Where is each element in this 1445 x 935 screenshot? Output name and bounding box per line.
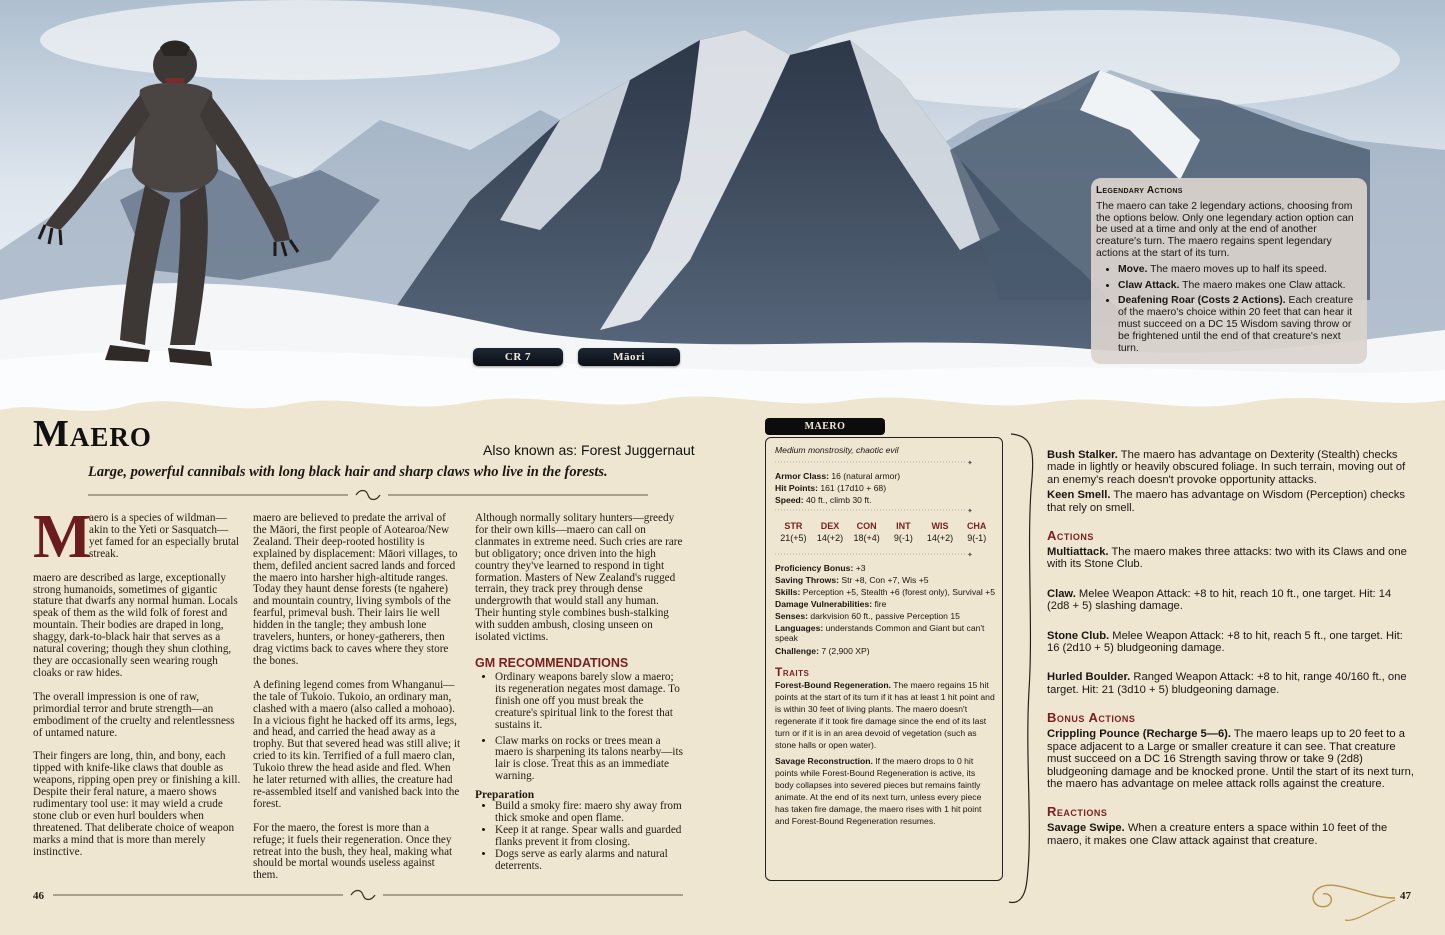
- ability-int: [885, 520, 922, 544]
- paragraph: Their fingers are long, thin, and bony, each tipped with knife-like claws that double as weapons, ripping open prey or finishing a kill. Despite their feral nature, a maero shows rudimentary tool use: it may wield a crude stone club or even hurl boulders when threatened. That deliberate choice of weapon marks a mind that is more than merely instinctive.: [33, 750, 241, 858]
- statblock: [765, 437, 1003, 881]
- bonus-actions-heading: Bonus Actions: [1047, 710, 1136, 726]
- value: 7 (2,900 XP): [818, 646, 870, 656]
- action-text: Ranged Weapon Attack: +8 to hit, range 40/160 ft., one target. Hit: 21 (3d10 + 5) bludgeoning damage.: [1047, 671, 1407, 696]
- ability-value: 9(-1): [893, 533, 913, 543]
- ability-value: 21(+5): [780, 533, 807, 543]
- label: Hit Points:: [775, 483, 818, 493]
- hit-points-line: [775, 482, 1002, 494]
- gm-recommendations-list: [475, 672, 683, 783]
- ability-name: INT: [896, 521, 911, 531]
- svg-text:✦: ✦: [967, 508, 973, 514]
- action-multiattack: [1047, 546, 1415, 571]
- divider-flourish: [88, 488, 648, 502]
- saving-throws-line: [775, 574, 1002, 586]
- list-item: • Keep it at range. Spear walls and guarded flanks prevent it from closing.: [495, 825, 683, 849]
- trait-keen-smell: [1047, 489, 1415, 514]
- action-text: The maero makes three attacks: two with its Claws and one with its Stone Club.: [1047, 546, 1407, 571]
- trait-text: The maero has advantage on Dexterity (Stealth) checks made in lightly or heavily obscured foliage. In such terrain, moving out of an enemy's reach doesn't provoke opportunity attacks.: [1047, 449, 1406, 486]
- list-item: • Dogs serve as early alarms and natural deterrents.: [495, 849, 683, 873]
- action-name: Claw.: [1047, 587, 1076, 600]
- proficiency-line: [775, 562, 1002, 574]
- traits-heading: Traits: [775, 665, 810, 679]
- value: 40 ft., climb 30 ft.: [803, 495, 872, 505]
- value: fire: [872, 599, 887, 609]
- svg-text:✦: ✦: [967, 552, 973, 558]
- vulnerabilities-line: [775, 598, 1002, 610]
- paragraph: For the maero, the forest is more than a refuge; it fuels their regeneration. Once they retreat into the bush, they heal, making what should be mortal wounds useless against them.: [253, 821, 453, 882]
- preparation-heading: Preparation: [475, 789, 535, 802]
- senses-line: [775, 610, 1002, 622]
- ability-name: CON: [856, 521, 877, 531]
- statblock-divider: [775, 458, 995, 466]
- legendary-action-text: Each creature of the maero's choice within 20 feet that can hear it must succeed on a DC 15 Wisdom saving throw or be frightened until the end of that creature's next turn.: [1118, 295, 1354, 354]
- legendary-actions-box: [1091, 178, 1367, 364]
- statblock-divider: [775, 550, 995, 558]
- ability-cha: [958, 520, 995, 544]
- action-stone-club: [1047, 630, 1415, 655]
- trait-bush-stalker: [1047, 449, 1415, 486]
- list-item: • Claw marks on rocks or trees mean a maero is sharpening its talons nearby—its lair is close. Treat this as an immediate warning.: [495, 736, 683, 784]
- ability-name: WIS: [931, 521, 949, 531]
- corner-flourish: [1305, 868, 1405, 928]
- ability-name: DEX: [820, 521, 840, 531]
- action-text: Melee Weapon Attack: +8 to hit, reach 5 ft., one target. Hit: 16 (2d10 + 5) bludgeoning damage.: [1047, 629, 1403, 655]
- body-column-3: [475, 513, 683, 873]
- paragraph: aero is a species of wildman—akin to the Yeti or Sasquatch—yet famed for an especially brutal streak.: [89, 512, 240, 560]
- legendary-action-name: Move.: [1118, 263, 1148, 275]
- reactions-heading: Reactions: [1047, 804, 1108, 820]
- legendary-action-name: Claw Attack.: [1118, 279, 1180, 291]
- bonus-action-crippling-pounce: [1047, 728, 1415, 790]
- value: +3: [853, 563, 866, 573]
- list-item: • Ordinary weapons barely slow a maero; its regeneration negates most damage. To finish one off you must break the creature's spiritual link to the forest that sustains it.: [495, 672, 683, 732]
- alias-text: Also known as: Forest Juggernaut: [483, 442, 695, 458]
- action-text: Melee Weapon Attack: +8 to hit, reach 10 ft., one target. Hit: 14 (2d8 + 5) slashing damage.: [1047, 587, 1392, 613]
- action-hurled-boulder: [1047, 671, 1415, 696]
- ability-str: [775, 520, 812, 544]
- ability-wis: [922, 520, 959, 544]
- value: 16 (natural armor): [828, 471, 901, 481]
- action-text: When a creature enters a space within 10 feet of the maero, it makes one Claw attack against that creature.: [1047, 822, 1388, 847]
- label: Proficiency Bonus:: [775, 563, 854, 573]
- page-number-left: 46: [33, 890, 44, 902]
- trait-text: If the maero drops to 0 hit points while Forest-Bound Regeneration is active, its body collapses into severed pieces but remains faintly animate. At the end of its next turn, unless every piece has taken fire damage, the maero rises with 1 hit point and Forest-Bound Regeneration resumes.: [775, 756, 982, 826]
- paragraph: maero are believed to predate the arrival of the Māori, the first people of Aotearoa/New Zealand. Their deep-rooted hostility is explained by displacement: Māori villages, to them, defiled ancient sacred lands and forced the maero into harsher high-altitude ranges. Today they haunt dense forests (te ngahere) and mountain country, living symbols of the fearful, primeval bush. Their lairs lie well hidden in the tangle; they ambush lone travelers, hunters, or honey-gatherers, then drag victims back to caves where they store the bones.: [253, 512, 458, 667]
- page-number-right: 47: [1400, 890, 1411, 902]
- value: Str +8, Con +7, Wis +5: [838, 575, 929, 585]
- ability-con: [848, 520, 885, 544]
- legendary-action-item: [1118, 295, 1362, 354]
- action-name: Multiattack.: [1047, 546, 1109, 559]
- body-column-2: [253, 513, 461, 894]
- preparation-list: [475, 801, 683, 872]
- gm-recommendations-heading: GM RECOMMENDATIONS: [475, 655, 629, 670]
- trait-name: Keen Smell.: [1047, 489, 1111, 502]
- ability-scores: [775, 520, 995, 544]
- ability-dex: [812, 520, 849, 544]
- legendary-actions-heading: Legendary Actions: [1096, 185, 1183, 196]
- label: Armor Class:: [775, 471, 829, 481]
- action-name: Crippling Pounce (Recharge 5—6).: [1047, 728, 1232, 741]
- statblock-divider: [775, 506, 995, 514]
- label: Challenge:: [775, 646, 819, 656]
- legendary-action-text: The maero makes one Claw attack.: [1179, 279, 1346, 291]
- brace-flourish: [1003, 430, 1043, 910]
- label: Senses:: [775, 611, 808, 621]
- trait-name: Savage Reconstruction.: [775, 756, 873, 766]
- trait-text: The maero regains 15 hit points at the start of its turn if it has at least 1 hit point and is within 30 feet of living plants. The maero doesn't regenerate if it took fire damage since the end of its last turn or if it is in an area devoid of vegetation (such as stone halls or open water).: [775, 680, 995, 750]
- ability-name: CHA: [966, 521, 987, 531]
- ability-name: STR: [784, 521, 803, 531]
- paragraph: The overall impression is one of raw, primordial terror and brute strength—an embodiment of the cruelty and relentlessness of untamed nature.: [33, 690, 235, 739]
- body-column-1: [33, 503, 241, 871]
- value: 161 (17d10 + 68): [817, 483, 887, 493]
- list-item: • Build a smoky fire: maero shy away from thick smoke and open flame.: [495, 801, 683, 825]
- trait-forest-bound-regeneration: [775, 679, 1002, 751]
- paragraph: maero are described as large, exceptionally strong humanoids, sometimes of gigantic stature that dwarfs any normal human. Locals speak of them as the wild folk of forest and mountain. Their bodies are draped in long, shaggy, dark-to-black hair that serves as a natural covering; though they shun clothing, they are occasionally seen wearing rough cloaks or raw hides.: [33, 571, 238, 679]
- challenge-rating-tag: CR 7: [473, 348, 563, 366]
- legendary-action-item: [1118, 264, 1362, 276]
- label: Speed:: [775, 495, 804, 505]
- tagline: Large, powerful cannibals with long black hair and sharp claws who live in the forests.: [88, 464, 608, 480]
- ability-value: 14(+2): [926, 533, 954, 543]
- legendary-action-name: Deafening Roar (Costs 2 Actions).: [1118, 295, 1286, 307]
- reaction-savage-swipe: [1047, 822, 1415, 847]
- action-name: Stone Club.: [1047, 629, 1110, 642]
- value: darkvision 60 ft., passive Perception 15: [807, 611, 960, 621]
- actions-heading: Actions: [1047, 528, 1094, 544]
- ability-value: 9(-1): [967, 533, 987, 543]
- legendary-action-text: The maero moves up to half its speed.: [1147, 263, 1327, 275]
- ability-value: 14(+2): [816, 533, 844, 543]
- skills-line: [775, 586, 1002, 598]
- legendary-actions-intro: The maero can take 2 legendary actions, choosing from the options below. Only one legendary action option can be used at a time and only at the end of another creature's turn. The maero regains spent legendary actions at the start of its turn.: [1096, 200, 1354, 259]
- statblock-name-tab: MAERO: [765, 418, 885, 435]
- action-name: Hurled Boulder.: [1047, 671, 1131, 684]
- action-claw: [1047, 588, 1415, 613]
- languages-line: [775, 623, 1002, 643]
- paragraph: Although normally solitary hunters—greedy for their own kills—maero can call on clanmates in extreme need. Such cries are rare but obligatory; once driven into the high country they've learned to respond in tight formation. Masters of New Zealand's rugged terrain, they track prey through dense undergrowth that would stall any human. Their hunting style combines bush-stalking with sudden ambush, closing unseen on isolated victims.: [475, 512, 683, 644]
- value: understands Common and Giant but can't speak: [775, 623, 985, 643]
- label: Damage Vulnerabilities:: [775, 599, 873, 609]
- speed-line: [775, 494, 1002, 506]
- statblock-subtitle: Medium monstrosity, chaotic evil: [775, 445, 899, 455]
- drop-cap: M: [33, 503, 92, 571]
- page-title: Maero: [33, 413, 152, 455]
- label: Languages:: [775, 623, 824, 633]
- value: Perception +5, Stealth +6 (forest only), Survival +5: [800, 587, 995, 597]
- trait-name: Bush Stalker.: [1047, 449, 1118, 461]
- armor-class-line: [775, 470, 1002, 482]
- paragraph: A defining legend comes from Whanganui—the tale of Tukoio. Tukoio, an ordinary man, clashed with a maero (also called a mohoao). In a vicious fight he hacked off its arms, legs, and head, and carried the head away as a trophy. But that severed head was still alive; it cried to its kin. Terrified of a full maero clan, Tukoio threw the head aside and fled. When he later returned with allies, the creature had re-assembled itself and vanished back into the forest.: [253, 678, 461, 810]
- culture-tag: Māori: [578, 348, 680, 366]
- legendary-actions-list: [1096, 264, 1362, 355]
- action-name: Savage Swipe.: [1047, 822, 1125, 835]
- legendary-action-item: [1118, 280, 1362, 292]
- trait-savage-reconstruction: [775, 755, 1002, 827]
- trait-text: The maero has advantage on Wisdom (Perception) checks that rely on smell.: [1047, 489, 1405, 514]
- svg-text:✦: ✦: [967, 460, 973, 466]
- label: Skills:: [775, 587, 801, 597]
- torn-paper-edge: [0, 380, 1445, 440]
- action-text: The maero leaps up to 20 feet to a space adjacent to a Large or smaller creature it can see. That creature must succeed on a DC 16 Strength saving throw or take 9 (2d8) bludgeoning damage and be knocked prone. Until the start of its next turn, the maero has advantage on melee attack rolls against the creature.: [1047, 728, 1414, 790]
- challenge-line: [775, 645, 1002, 657]
- trait-name: Forest-Bound Regeneration.: [775, 680, 892, 690]
- label: Saving Throws:: [775, 575, 839, 585]
- statblock-continued-column: [1047, 449, 1415, 850]
- footer-flourish: [33, 888, 683, 902]
- ability-value: 18(+4): [853, 533, 880, 543]
